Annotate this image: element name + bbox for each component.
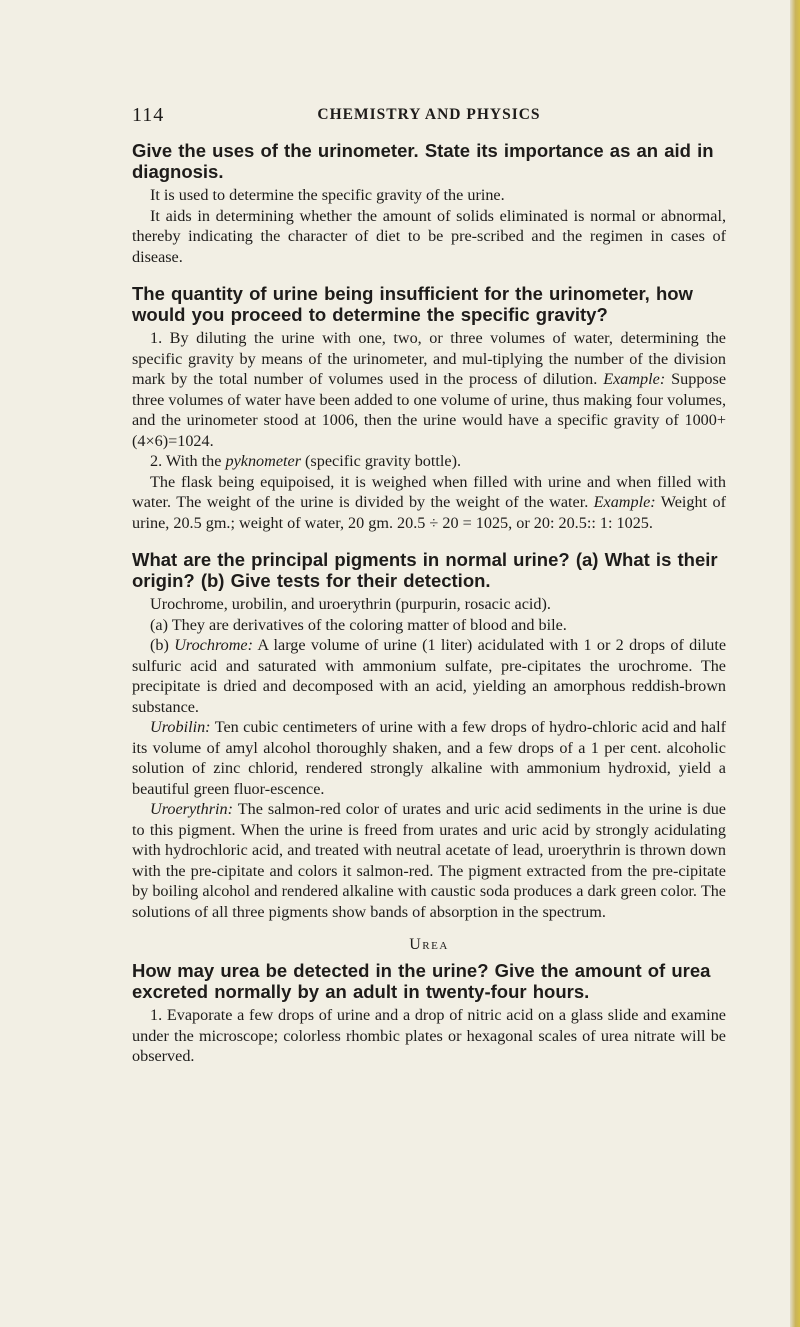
answer-paragraph: Urobilin: Ten cubic centimeters of urine with a few drops of hydro-chloric acid and half its volume of amyl alcohol thoroughly shaken, and a few drops of a 1 per cent. alcoholic solution of zinc chlorid, rendered strongly alkaline with ammonium hydroxid, yield a beautiful green fluor-escence. [132, 718, 726, 798]
section-title: Urea [409, 936, 449, 953]
answer-paragraph: (a) They are derivatives of the coloring matter of blood and bile. [150, 615, 567, 634]
running-title: CHEMISTRY AND PHYSICS [317, 106, 541, 123]
term-urobilin: Urobilin: [150, 718, 211, 736]
question-pigments: What are the principal pigments in normal urine? (a) What is their origin? (b) Give tests for their detection. [132, 549, 718, 591]
answer-paragraph: 1. By diluting the urine with one, two, or three volumes of water, determining the specific gravity by means of the urinometer, and mul-tiplying the number of the division mark by the total number of volumes used in the process of dilution. Example: Suppose three volumes of water have been added to one volume of urine, thus making four volumes, and the urinometer stood at 1006, then the urine would have a specific gravity of 1000+(4×6)=1024. [132, 329, 727, 450]
answer-paragraph: It aids in determining whether the amount of solids eliminated is normal or abnormal, thereby indicating the character of diet to be pre-scribed and the regimen in cases of disease. [132, 206, 726, 266]
term-pyknometer: pyknometer [225, 452, 301, 470]
question-specific-gravity: The quantity of urine being insufficient for the urinometer, how would you proceed to determine the specific gravity? [132, 283, 693, 325]
example-label: Example: [593, 493, 656, 511]
term-uroerythrin: Uroerythrin: [150, 800, 234, 818]
page-edge [790, 0, 800, 1327]
answer-paragraph: The flask being equipoised, it is weighed when filled with urine and when filled with water. The weight of the urine is divided by the weight of the water. Example: Weight of urine, 20.5 gm.; weight of water, 20 gm. 20.5 ÷ 20 = 1025, or 20: 20.5:: 1: 1025. [132, 472, 726, 532]
answer-paragraph: (b) Urochrome: A large volume of urine (1 liter) acidulated with 1 or 2 drops of dilute sulfuric acid and saturated with ammonium sulfate, pre-cipitates the urochrome. The precipitate is dried and decomposed with an acid, yielding an amorphous reddish-brown substance. [132, 636, 726, 716]
term-urochrome: Urochrome: [174, 636, 254, 654]
answer-paragraph: 2. With the pyknometer (specific gravity bottle). [150, 452, 462, 470]
answer-paragraph: Uroerythrin: The salmon-red color of urates and uric acid sediments in the urine is due to this pigment. When the urine is freed from urates and uric acid by strongly acidulating with hydrochloric acid, and treated with neutral acetate of lead, uroerythrin is thrown down with the pre-cipitate and colors it salmon-red. The pigment extracted from the pre-cipitate by boiling alcohol and rendered alkaline with caustic soda produces a dark green color. The solutions of all three pigments show bands of absorption in the spectrum. [132, 800, 726, 921]
question-urinometer-uses: Give the uses of the urinometer. State its importance as an aid in diagnosis. [132, 140, 714, 182]
answer-paragraph: 1. Evaporate a few drops of urine and a drop of nitric acid on a glass slide and examine under the microscope; colorless rhombic plates or hexagonal scales of urea nitrate will be observed. [132, 1006, 726, 1065]
answer-paragraph: Urochrome, urobilin, and uroerythrin (purpurin, rosacic acid). [150, 595, 551, 613]
page-number: 114 [132, 104, 165, 126]
example-label: Example: [603, 370, 666, 388]
question-urea-detection: How may urea be detected in the urine? Give the amount of urea excreted normally by an adult in twenty-four hours. [132, 960, 711, 1002]
answer-paragraph: It is used to determine the specific gravity of the urine. [150, 186, 505, 204]
page-header [132, 104, 726, 128]
page-content [132, 140, 726, 1067]
